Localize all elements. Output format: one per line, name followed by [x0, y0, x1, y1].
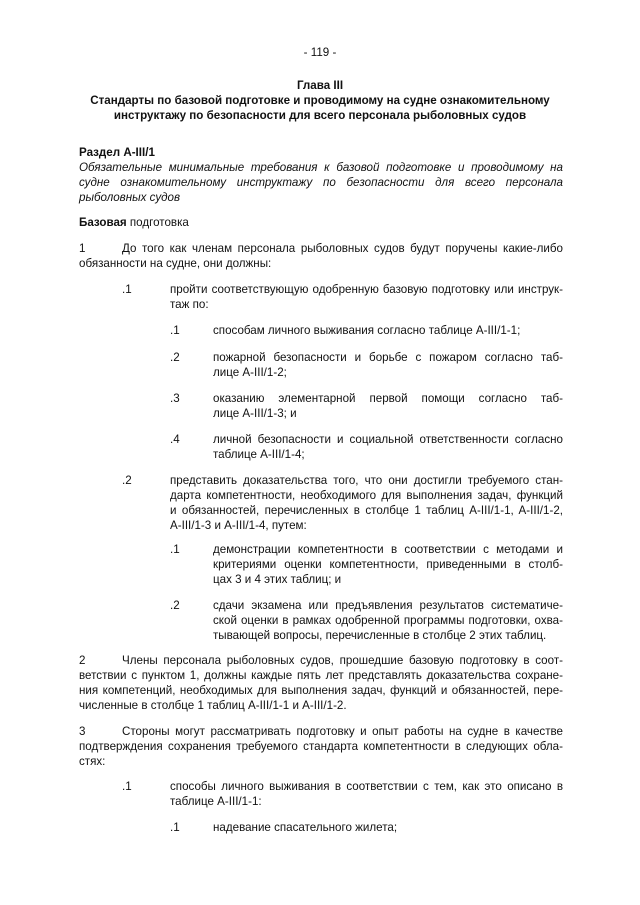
subitem-line: пожарной безопасности и борьбе с пожаром согласно таб-	[213, 351, 563, 364]
subitem-line: тывающей вопросы, перечисленные в столбце 2 этих таблиц.	[213, 629, 547, 642]
subitem-number: .1	[170, 543, 180, 556]
subitem-line: критериями оценки компетентности, приведенными в столб-	[213, 558, 563, 571]
item-number: .2	[122, 474, 132, 487]
subitem-line: оказанию элементарной первой помощи согласно таб-	[213, 392, 563, 405]
paragraph-line: Члены персонала рыболовных судов, прошедшие базовую подготовку в соот-	[122, 654, 563, 667]
subitem-line: цах 3 и 4 этих таблиц; и	[213, 573, 342, 586]
item-line: таж по:	[170, 298, 209, 311]
subitem-number: .1	[170, 324, 180, 337]
subitem-line: демонстрации компетентности в соответствии с методами и	[213, 543, 563, 556]
subitem-line: лице A-III/1-3; и	[213, 407, 297, 420]
paragraph-line: стях:	[79, 755, 106, 768]
chapter-title-line: инструктажу по безопасности для всего персонала рыболовных судов	[113, 109, 527, 122]
chapter-title-line: Стандарты по базовой подготовке и проводимому на судне ознакомительному	[90, 94, 550, 107]
section-subtitle-line: судне ознакомительному инструктажу по безопасности для всего персонала	[79, 176, 563, 189]
subitem-line: ской оценки в рамках одобренной программы подготовки, охва-	[213, 614, 563, 627]
paragraph-line: ветствии с пунктом 1, должны каждые пять лет представлять доказательства сохране-	[79, 669, 563, 682]
item-line: пройти соответствующую одобренную базовую подготовку или инструк-	[170, 283, 563, 296]
subitem-line: сдачи экзамена или предъявления результатов систематиче-	[213, 599, 563, 612]
section-subtitle-line: Обязательные минимальные требования к базовой подготовке и проводимому на	[79, 161, 563, 174]
item-line: и обязанностей, перечисленных в столбце 1 таблиц A-III/1-1, A-III/1-2,	[170, 504, 563, 517]
subitem-line: способам личного выживания согласно таблице A-III/1-1;	[213, 324, 521, 337]
subitem-line: личной безопасности и социальной ответственности согласно	[213, 433, 563, 446]
paragraph-number: 2	[79, 654, 86, 667]
subitem-number: .4	[170, 433, 180, 446]
basic-training-heading	[79, 215, 189, 230]
item-line: способы личного выживания в соответствии с тем, как это описано в	[170, 780, 563, 793]
basic-heading-rest: подготовка	[126, 216, 189, 229]
basic-heading-bold: Базовая	[79, 216, 127, 229]
chapter-label: Глава III	[296, 79, 344, 92]
subitem-number: .3	[170, 392, 180, 405]
subitem-line: таблице A-III/1-4;	[213, 448, 305, 461]
paragraph-line: Стороны могут рассматривать подготовку и опыт работы на судне в качестве	[122, 725, 563, 738]
subitem-number: .2	[170, 351, 180, 364]
paragraph-number: 3	[79, 725, 86, 738]
paragraph-line: подтверждения сохранения требуемого стандарта компетентности в следующих обла-	[79, 740, 563, 753]
subitem-line: надевание спасательного жилета;	[213, 821, 398, 834]
subitem-number: .2	[170, 599, 180, 612]
item-line: таблице A-III/1-1:	[170, 795, 262, 808]
page-number: - 119 -	[303, 46, 337, 59]
paragraph-line: До того как членам персонала рыболовных судов будут поручены какие-либо	[122, 242, 563, 255]
paragraph-number: 1	[79, 242, 86, 255]
item-line: A-III/1-3 и A-III/1-4, путем:	[170, 519, 307, 532]
section-label: Раздел A-III/1	[79, 146, 155, 159]
item-number: .1	[122, 283, 132, 296]
subitem-number: .1	[170, 821, 180, 834]
section-subtitle-line: рыболовных судов	[79, 191, 181, 204]
paragraph-line: ния компетенций, необходимых для выполнения задач, функций и обязанностей, пере-	[79, 684, 563, 697]
item-line: дарта компетентности, необходимого для выполнения задач, функций	[170, 489, 563, 502]
item-line: представить доказательства того, что они достигли требуемого стан-	[170, 474, 563, 487]
item-number: .1	[122, 780, 132, 793]
paragraph-line: обязанности на судне, они должны:	[79, 257, 272, 270]
paragraph-line: численные в столбце 1 таблиц A-III/1-1 и A-III/1-2.	[79, 699, 347, 712]
subitem-line: лице A-III/1-2;	[213, 366, 287, 379]
